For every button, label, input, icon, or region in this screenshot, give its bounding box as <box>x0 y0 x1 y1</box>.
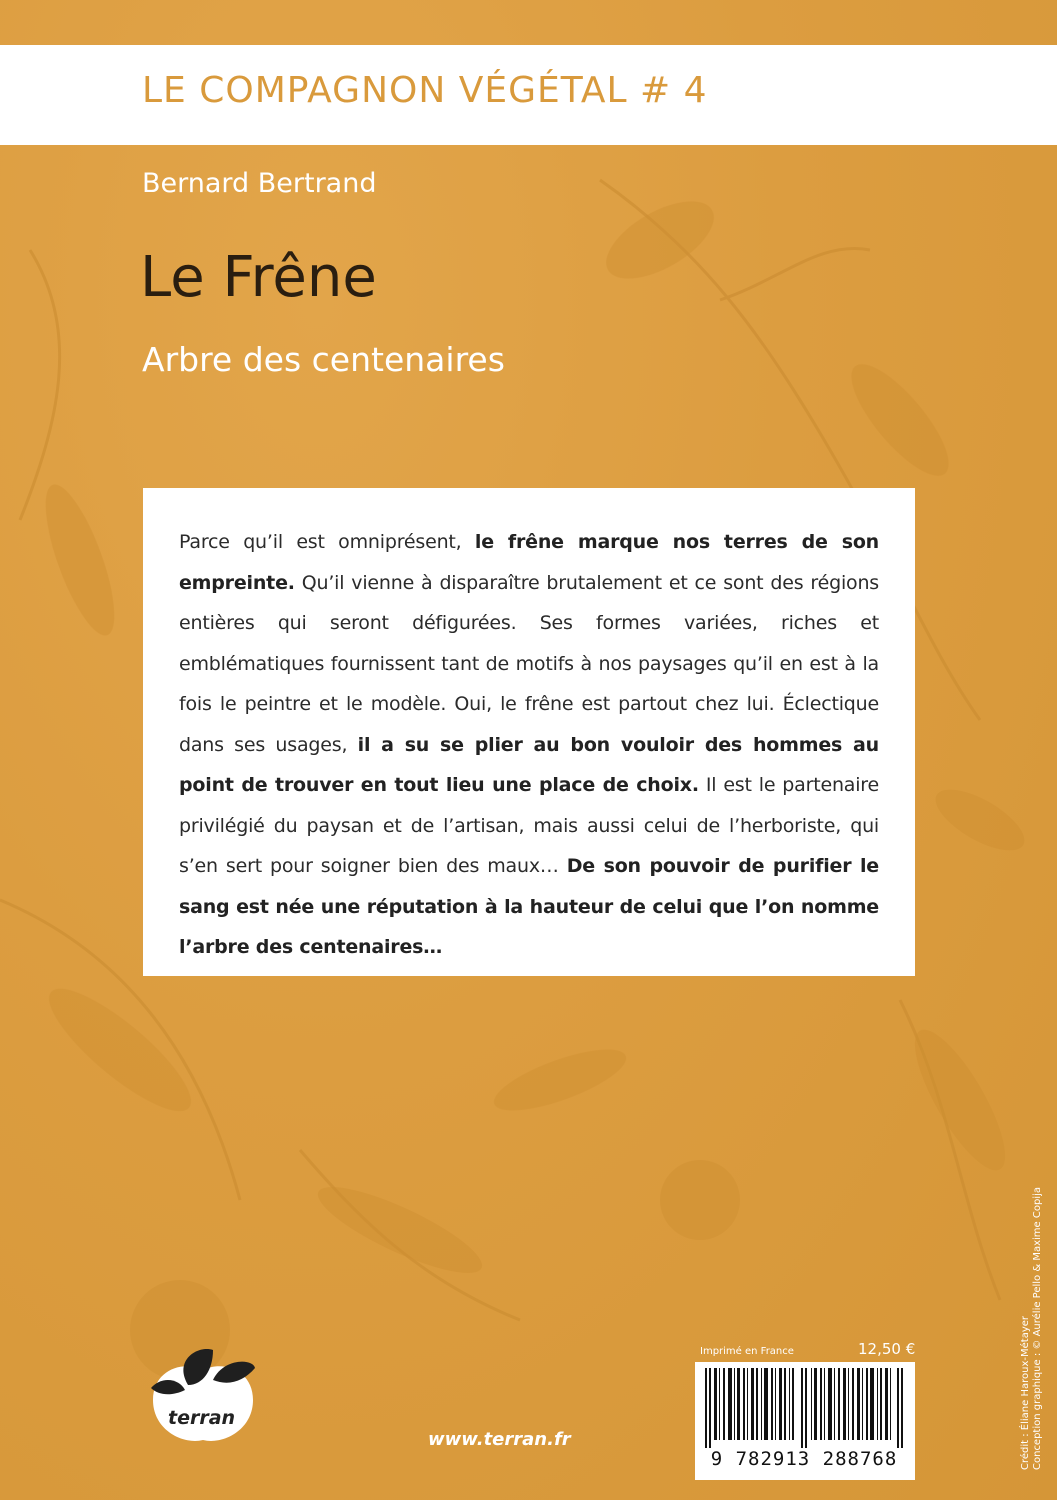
blurb-bold-1: le frêne marque nos terres de son empreinte. <box>179 531 880 594</box>
isbn-number: 9 782913 288768 <box>710 1448 898 1470</box>
barcode-bars <box>703 1368 907 1448</box>
blurb-part-1: Parce qu’il est omniprésent, <box>179 531 475 553</box>
blurb-box <box>143 488 915 976</box>
author-name: Bernard Bertrand <box>142 168 377 199</box>
logo-text: terran <box>168 1407 236 1429</box>
blurb-part-2: Qu’il vienne à disparaître brutalement et ce sont des régions entières qui seront défigurées. Ses formes variées, riches et emblématiques fournissent tant de motifs à nos paysages qu’il en est à la fois le peintre et le modèle. Oui, le frêne est partout chez lui. Éclectique dans ses usages, <box>179 571 879 756</box>
book-title: Le Frêne <box>140 245 377 310</box>
credit-design: Conception graphique : © Aurélie Pello & Maxime Copija <box>1032 1187 1043 1470</box>
printed-in-label: Imprimé en France <box>700 1346 794 1357</box>
blurb-text <box>179 522 879 968</box>
series-title: LE COMPAGNON VÉGÉTAL # 4 <box>142 70 708 111</box>
price-label: 12,50 € <box>858 1340 916 1358</box>
credit-illustration: Crédit : Éliane Haroux-Métayer <box>1020 1315 1031 1470</box>
blurb-bold-3: De son pouvoir de purifier le sang est née une réputation à la hauteur de celui que l’on nomme l’arbre des centenaires… <box>179 855 879 958</box>
blurb-part-3: Il est le partenaire privilégié du paysan et de l’artisan, mais aussi celui de l’herboriste, qui s’en sert pour soigner bien des maux… <box>179 774 879 877</box>
credits <box>1020 1187 1044 1470</box>
book-subtitle: Arbre des centenaires <box>142 340 505 379</box>
blurb-bold-2: il a su se plier au bon vouloir des hommes au point de trouver en tout lieu une place de choix. <box>179 733 879 796</box>
terran-logo <box>143 1340 263 1450</box>
barcode-box <box>695 1362 915 1480</box>
website-url: www.terran.fr <box>428 1429 571 1450</box>
